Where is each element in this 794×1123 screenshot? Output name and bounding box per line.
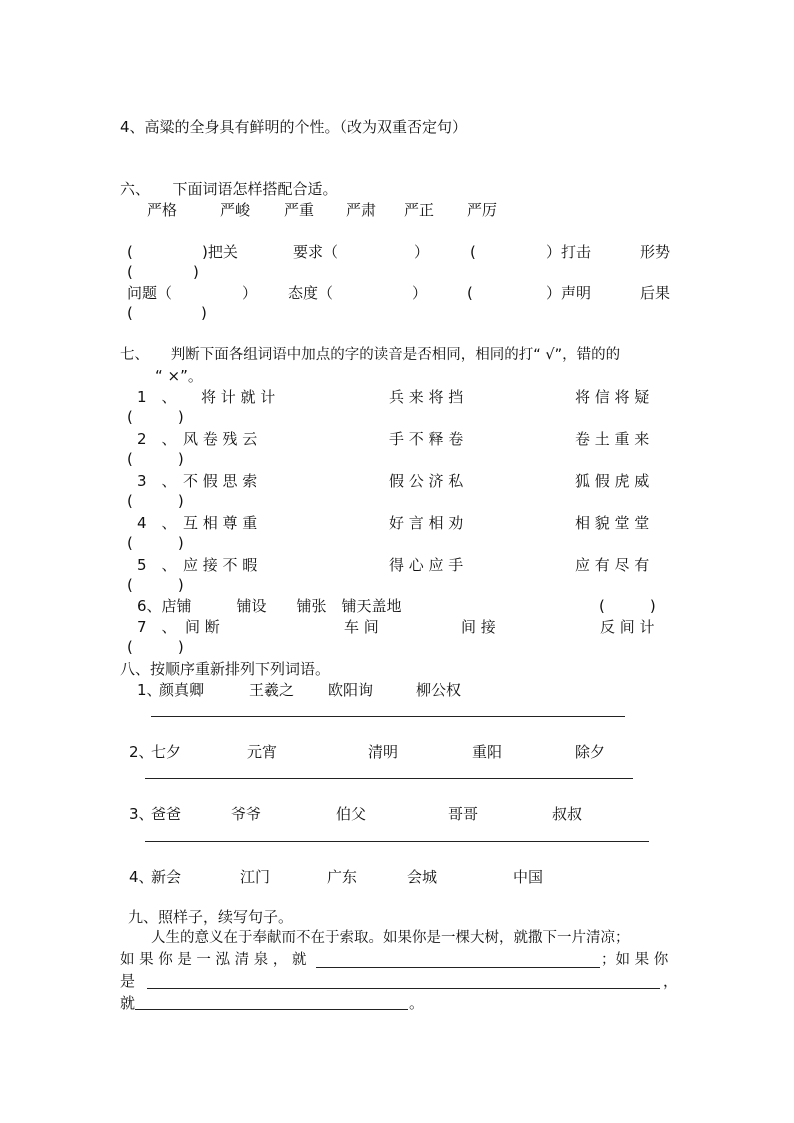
sec7-answer-paren: ( )	[599, 597, 656, 615]
answer-line[interactable]	[151, 716, 625, 717]
sec8-word: 元宵	[247, 743, 278, 761]
sec7-word-group: 互 相 尊 重	[183, 514, 258, 532]
sec6-collocation: ）打击	[546, 243, 592, 261]
sec8-word: 除夕	[575, 743, 606, 761]
answer-line[interactable]	[145, 778, 633, 779]
sec8-group-num: 3、	[129, 805, 154, 823]
sec7-answer-paren: ( )	[127, 576, 184, 594]
sec8-word: 欧阳询	[328, 681, 374, 699]
sec6-word: 严肃	[346, 201, 377, 219]
sec6-collocation: 后果	[640, 284, 671, 302]
sec9-line3-tail: ，	[663, 972, 679, 990]
sec7-word-group: 反 间 计	[600, 618, 655, 636]
sec8-group-num: 1、	[137, 681, 162, 699]
sec6-word: 严正	[404, 201, 435, 219]
sec6-word: 严格	[147, 201, 178, 219]
sec8-word: 伯父	[336, 805, 367, 823]
sec7-row-num: 1 、	[137, 388, 177, 406]
sec7-word-group: 应 接 不 暇	[183, 556, 258, 574]
sec7-row6-text: 6、店铺 铺设 铺张 铺天盖地	[137, 597, 402, 615]
sec8-title: 八、按顺序重新排列下列词语。	[120, 660, 331, 678]
sec7-word-group: 手 不 释 卷	[389, 430, 464, 448]
sec6-title: 六、 下面词语怎样搭配合适。	[120, 180, 338, 198]
sec6-collocation: ）声明	[546, 284, 592, 302]
answer-line[interactable]	[147, 988, 660, 989]
sec6-word: 严峻	[220, 201, 251, 219]
answer-line[interactable]	[135, 1009, 408, 1010]
sec7-word-group: 应 有 尽 有	[575, 556, 650, 574]
sec7-word-group: 狐 假 虎 威	[575, 472, 650, 490]
sec9-line4-text: 就	[120, 994, 136, 1012]
q4-text: 4、高粱的全身具有鲜明的个性。（改为双重否定句）	[120, 118, 468, 136]
sec8-word: 重阳	[472, 743, 503, 761]
sec7-word-group: 好 言 相 劝	[389, 514, 464, 532]
sec7-word-group: 卷 土 重 来	[575, 430, 650, 448]
sec6-paren-close: )	[201, 304, 207, 322]
sec8-word: 哥哥	[448, 805, 479, 823]
sec8-word: 柳公权	[416, 681, 462, 699]
sec7-word-group: 得 心 应 手	[389, 556, 464, 574]
sec8-word: 颜真卿	[159, 681, 205, 699]
sec7-answer-paren: ( )	[127, 534, 184, 552]
sec6-paren-open: (	[127, 243, 133, 261]
sec8-group-num: 2、	[129, 743, 154, 761]
sec7-word-group: 兵 来 将 挡	[389, 388, 464, 406]
sec9-title: 九、照样子，续写句子。	[128, 908, 294, 926]
sec6-collocation: 问题（	[127, 284, 173, 302]
sec8-word: 会城	[407, 868, 438, 886]
sec6-collocation: 要求（	[293, 243, 339, 261]
sec7-word-group: 假 公 济 私	[389, 472, 464, 490]
sec8-word: 叔叔	[552, 805, 583, 823]
sec8-word: 清明	[368, 743, 399, 761]
sec8-word: 爷爷	[231, 805, 262, 823]
sec6-collocation: 态度（	[288, 284, 334, 302]
sec6-collocation: )把关	[202, 243, 238, 261]
sec8-word: 王羲之	[249, 681, 295, 699]
sec6-paren-open: (	[470, 243, 476, 261]
sec6-paren-open: (	[127, 263, 133, 281]
sec8-group-num: 4、	[129, 868, 154, 886]
sec7-word-group: 将 信 将 疑	[575, 388, 650, 406]
sec9-line2-tail: ；如 果 你	[601, 952, 669, 968]
sec6-paren-close: ）	[242, 284, 258, 302]
answer-line[interactable]	[316, 967, 600, 968]
sec9-example: 人生的意义在于奉献而不在于索取。如果你是一棵大树，就撒下一片清凉；	[151, 930, 630, 946]
sec7-answer-paren: ( )	[127, 492, 184, 510]
sec6-word: 严厉	[467, 201, 498, 219]
sec7-row-num: 7 、	[137, 618, 177, 636]
sec8-word: 新会	[151, 868, 182, 886]
sec8-word: 爸爸	[151, 805, 182, 823]
sec7-row-num: 2 、	[137, 430, 177, 448]
sec7-title: 七、 判断下面各组词语中加点的字的读音是否相同，相同的打“ √”，错的的	[120, 347, 621, 363]
sec6-paren-close: ）	[412, 284, 428, 302]
sec8-word: 七夕	[151, 743, 182, 761]
sec6-paren-close: )	[193, 263, 199, 281]
sec6-paren-open: (	[127, 304, 133, 322]
answer-line[interactable]	[145, 841, 649, 842]
sec7-title-cont: “ ×”。	[155, 367, 203, 385]
sec6-collocation: 形势	[640, 243, 671, 261]
sec7-word-group: 相 貌 堂 堂	[575, 514, 650, 532]
sec9-line2-text: 如 果 你 是 一 泓 清 泉 ， 就	[120, 952, 307, 968]
sec6-paren-close: ）	[414, 243, 430, 261]
sec6-paren-open: (	[467, 284, 473, 302]
sec9-line4-tail: 。	[409, 994, 425, 1012]
sec6-word: 严重	[284, 201, 315, 219]
sec7-word-group: 不 假 思 索	[183, 472, 258, 490]
sec7-row-num: 3 、	[137, 472, 177, 490]
sec8-word: 中国	[513, 868, 544, 886]
sec8-word: 江门	[240, 868, 271, 886]
sec7-row-num: 5 、	[137, 556, 177, 574]
sec7-word-group: 将 计 就 计	[201, 388, 276, 406]
sec7-word-group: 风 卷 残 云	[183, 430, 258, 448]
sec7-answer-paren: ( )	[127, 450, 184, 468]
sec7-word-group: 间 断	[185, 618, 220, 636]
sec7-answer-paren: ( )	[127, 408, 184, 426]
sec9-line3-text: 是	[120, 972, 136, 990]
sec7-word-group: 间 接	[461, 618, 496, 636]
sec7-row-num: 4 、	[137, 514, 177, 532]
sec7-answer-paren: ( )	[127, 638, 184, 656]
sec7-word-group: 车 间	[344, 618, 379, 636]
sec8-word: 广东	[327, 868, 358, 886]
